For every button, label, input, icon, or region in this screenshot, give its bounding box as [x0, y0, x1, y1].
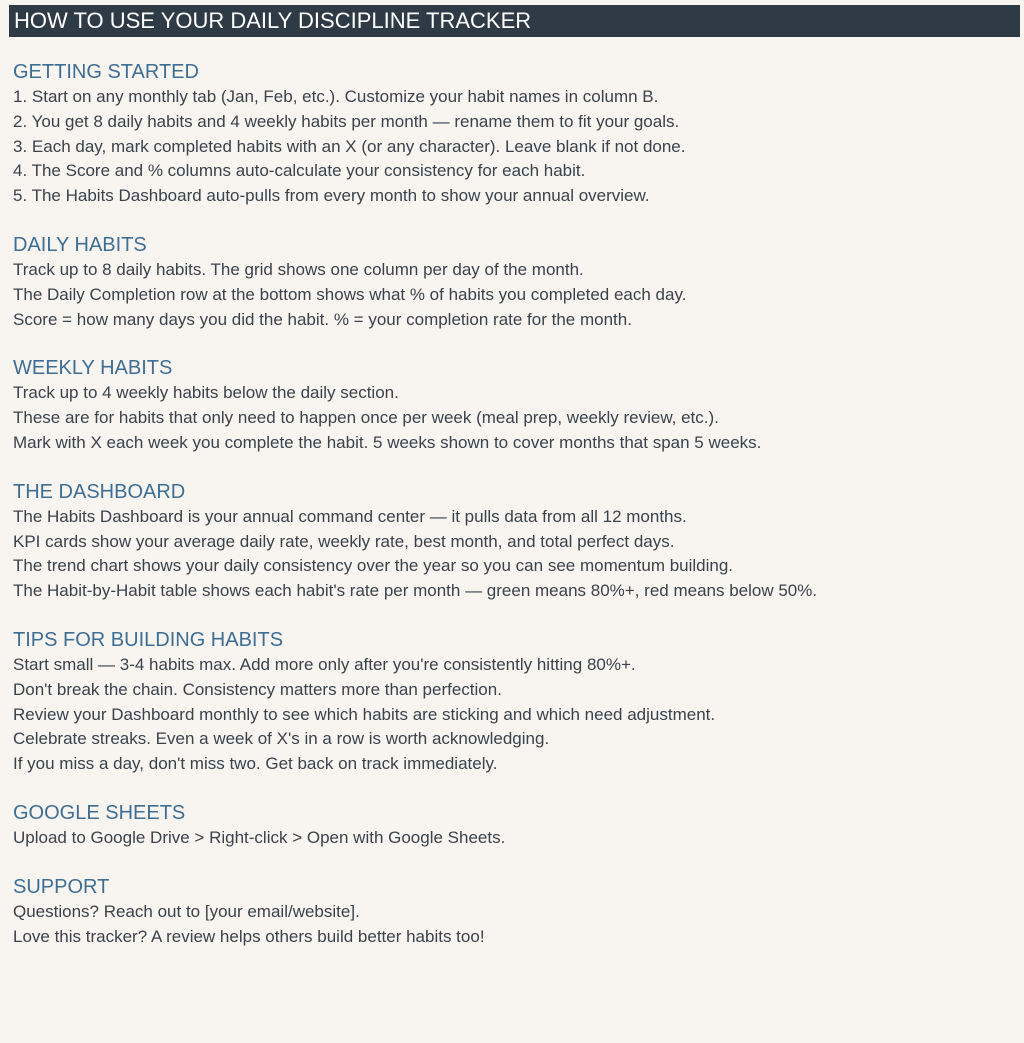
- section-title: DAILY HABITS: [13, 233, 147, 256]
- instructions-content: [13, 60, 1013, 973]
- text-line: Track up to 8 daily habits. The grid shows one column per day of the month.: [13, 259, 584, 279]
- page-title: HOW TO USE YOUR DAILY DISCIPLINE TRACKER: [9, 5, 1020, 37]
- text-line: If you miss a day, don't miss two. Get back on track immediately.: [13, 754, 498, 774]
- text-line: Start small — 3-4 habits max. Add more only after you're consistently hitting 80%+.: [13, 654, 636, 674]
- section-weekly-habits: [13, 356, 1013, 455]
- text-line: These are for habits that only need to happen once per week (meal prep, weekly review, etc.).: [13, 408, 719, 428]
- text-line: Mark with X each week you complete the habit. 5 weeks shown to cover months that span 5 weeks.: [13, 432, 762, 452]
- section-title: THE DASHBOARD: [13, 480, 186, 503]
- text-line: Questions? Reach out to [your email/website].: [13, 901, 360, 921]
- text-line: Track up to 4 weekly habits below the daily section.: [13, 383, 399, 403]
- section-dashboard: [13, 480, 1013, 604]
- text-line: The trend chart shows your daily consistency over the year so you can see momentum building.: [13, 556, 734, 576]
- text-line: Review your Dashboard monthly to see which habits are sticking and which need adjustment.: [13, 704, 716, 724]
- text-line: 2. You get 8 daily habits and 4 weekly habits per month — rename them to fit your goals.: [13, 111, 680, 131]
- text-line: The Habits Dashboard is your annual command center — it pulls data from all 12 months.: [13, 506, 687, 526]
- text-line: Score = how many days you did the habit. % = your completion rate for the month.: [13, 309, 632, 329]
- section-title: TIPS FOR BUILDING HABITS: [13, 628, 284, 651]
- text-line: Don't break the chain. Consistency matters more than perfection.: [13, 679, 502, 699]
- section-google-sheets: [13, 801, 1013, 851]
- section-support: [13, 875, 1013, 950]
- section-title: SUPPORT: [13, 875, 110, 898]
- text-line: 3. Each day, mark completed habits with an X (or any character). Leave blank if not done.: [13, 136, 686, 156]
- text-line: 4. The Score and % columns auto-calculate your consistency for each habit.: [13, 161, 586, 181]
- section-tips: [13, 628, 1013, 777]
- section-title: GOOGLE SHEETS: [13, 801, 186, 824]
- text-line: 1. Start on any monthly tab (Jan, Feb, etc.). Customize your habit names in column B.: [13, 87, 659, 106]
- text-line: The Daily Completion row at the bottom shows what % of habits you completed each day.: [13, 284, 687, 304]
- text-line: KPI cards show your average daily rate, weekly rate, best month, and total perfect days.: [13, 531, 675, 551]
- section-daily-habits: [13, 233, 1013, 332]
- section-title: GETTING STARTED: [13, 61, 199, 83]
- text-line: Love this tracker? A review helps others build better habits too!: [13, 926, 485, 946]
- section-getting-started: [13, 60, 1013, 209]
- text-line: The Habit-by-Habit table shows each habit's rate per month — green means 80%+, red means below 50%.: [13, 581, 818, 601]
- text-line: Upload to Google Drive > Right-click > Open with Google Sheets.: [13, 827, 506, 847]
- section-title: WEEKLY HABITS: [13, 357, 173, 380]
- text-line: Celebrate streaks. Even a week of X's in a row is worth acknowledging.: [13, 729, 550, 749]
- text-line: 5. The Habits Dashboard auto-pulls from every month to show your annual overview.: [13, 186, 650, 206]
